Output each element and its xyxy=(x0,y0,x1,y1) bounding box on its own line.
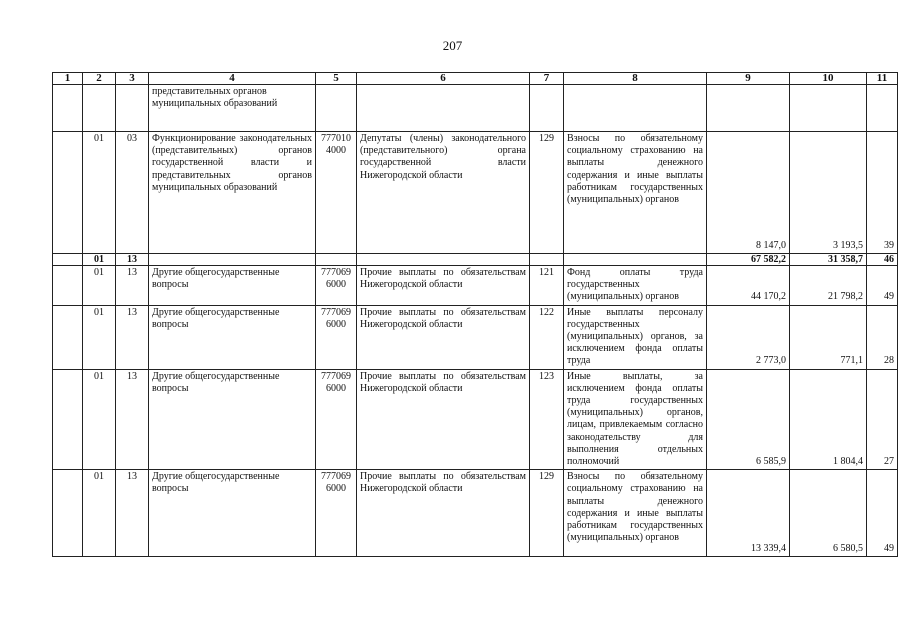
expense-name-cell: Иные выплаты персоналу государственных (муниципальных) органов, за исключением фонда оплаты труда xyxy=(564,305,707,369)
target-article-cell: 7770696000 xyxy=(316,470,357,557)
section-code-cell: 01 xyxy=(83,266,116,306)
table-row xyxy=(53,132,898,254)
percent-cell: 49 xyxy=(867,266,898,306)
expense-name-cell: Фонд оплаты труда государственных (муниципальных) органов xyxy=(564,266,707,306)
target-name-cell: Прочие выплаты по обязательствам Нижегородской области xyxy=(357,266,530,306)
column-header: 7 xyxy=(530,73,564,85)
target-article-cell: 7770696000 xyxy=(316,266,357,306)
column-header: 10 xyxy=(790,73,867,85)
expense-type-cell: 122 xyxy=(530,305,564,369)
section-code-cell: 01 xyxy=(83,369,116,470)
amount-cell: 6 585,9 xyxy=(707,369,790,470)
section-name-cell: Функционирование законодательных (представительных) органов государственной власти и представительных органов муниципальных образований xyxy=(149,132,316,254)
target-name-cell: Прочие выплаты по обязательствам Нижегородской области xyxy=(357,305,530,369)
expense-name-cell: Взносы по обязательному социальному страхованию на выплаты денежного содержания и иные выплаты работникам государственных (муниципальных) органов xyxy=(564,470,707,557)
section-code-cell: 01 xyxy=(83,470,116,557)
target-article-cell: 7770104000 xyxy=(316,132,357,254)
expense-name-cell: Иные выплаты, за исключением фонда оплаты труда государственных (муниципальных) органов, лицам, привлекаемым согласно законодательству для выполнения отдельных полномочий xyxy=(564,369,707,470)
section-name-cell: Другие общегосударственные вопросы xyxy=(149,305,316,369)
expense-type-cell: 129 xyxy=(530,132,564,254)
percent-cell: 49 xyxy=(867,470,898,557)
column-header: 9 xyxy=(707,73,790,85)
table-row xyxy=(53,266,898,306)
column-header: 11 xyxy=(867,73,898,85)
section-code-cell: 01 xyxy=(83,254,116,266)
percent-cell: 27 xyxy=(867,369,898,470)
amount-cell: 2 773,0 xyxy=(707,305,790,369)
percent-cell: 46 xyxy=(867,254,898,266)
column-header: 6 xyxy=(357,73,530,85)
table-row xyxy=(53,369,898,470)
subsection-code-cell: 13 xyxy=(116,369,149,470)
target-name-cell: Прочие выплаты по обязательствам Нижегородской области xyxy=(357,470,530,557)
expense-name-cell: Взносы по обязательному социальному страхованию на выплаты денежного содержания и иные выплаты работникам государственных (муниципальных) органов xyxy=(564,132,707,254)
table-row xyxy=(53,470,898,557)
subsection-code-cell: 13 xyxy=(116,305,149,369)
subsection-code-cell: 13 xyxy=(116,254,149,266)
amount-cell: 21 798,2 xyxy=(790,266,867,306)
subsection-code-cell: 13 xyxy=(116,470,149,557)
target-article-cell: 7770696000 xyxy=(316,305,357,369)
section-code-cell: 01 xyxy=(83,132,116,254)
column-header: 1 xyxy=(53,73,83,85)
column-header: 8 xyxy=(564,73,707,85)
section-name-cell: Другие общегосударственные вопросы xyxy=(149,266,316,306)
column-header: 3 xyxy=(116,73,149,85)
percent-cell: 28 xyxy=(867,305,898,369)
target-name-cell: Депутаты (члены) законодательного (представительного) органа государственной власти Нижегородской области xyxy=(357,132,530,254)
section-name-cell: Другие общегосударственные вопросы xyxy=(149,470,316,557)
column-header: 2 xyxy=(83,73,116,85)
subsection-code-cell: 03 xyxy=(116,132,149,254)
amount-cell: 6 580,5 xyxy=(790,470,867,557)
column-header: 4 xyxy=(149,73,316,85)
amount-cell: 3 193,5 xyxy=(790,132,867,254)
expense-type-cell: 121 xyxy=(530,266,564,306)
amount-cell: 67 582,2 xyxy=(707,254,790,266)
table-row xyxy=(53,305,898,369)
page-number: 207 xyxy=(442,38,463,53)
amount-cell: 1 804,4 xyxy=(790,369,867,470)
column-header: 5 xyxy=(316,73,357,85)
subsection-code-cell: 13 xyxy=(116,266,149,306)
section-name-cell: представительных органов муниципальных образований xyxy=(149,85,316,132)
section-code-cell: 01 xyxy=(83,305,116,369)
budget-table xyxy=(52,72,898,557)
table-summary-row xyxy=(53,254,898,266)
section-name-cell: Другие общегосударственные вопросы xyxy=(149,369,316,470)
table-header-row xyxy=(53,73,898,85)
expense-type-cell: 129 xyxy=(530,470,564,557)
amount-cell: 8 147,0 xyxy=(707,132,790,254)
percent-cell: 39 xyxy=(867,132,898,254)
amount-cell: 44 170,2 xyxy=(707,266,790,306)
target-name-cell: Прочие выплаты по обязательствам Нижегородской области xyxy=(357,369,530,470)
amount-cell: 771,1 xyxy=(790,305,867,369)
table-row xyxy=(53,85,898,132)
amount-cell: 31 358,7 xyxy=(790,254,867,266)
target-article-cell: 7770696000 xyxy=(316,369,357,470)
expense-type-cell: 123 xyxy=(530,369,564,470)
amount-cell: 13 339,4 xyxy=(707,470,790,557)
